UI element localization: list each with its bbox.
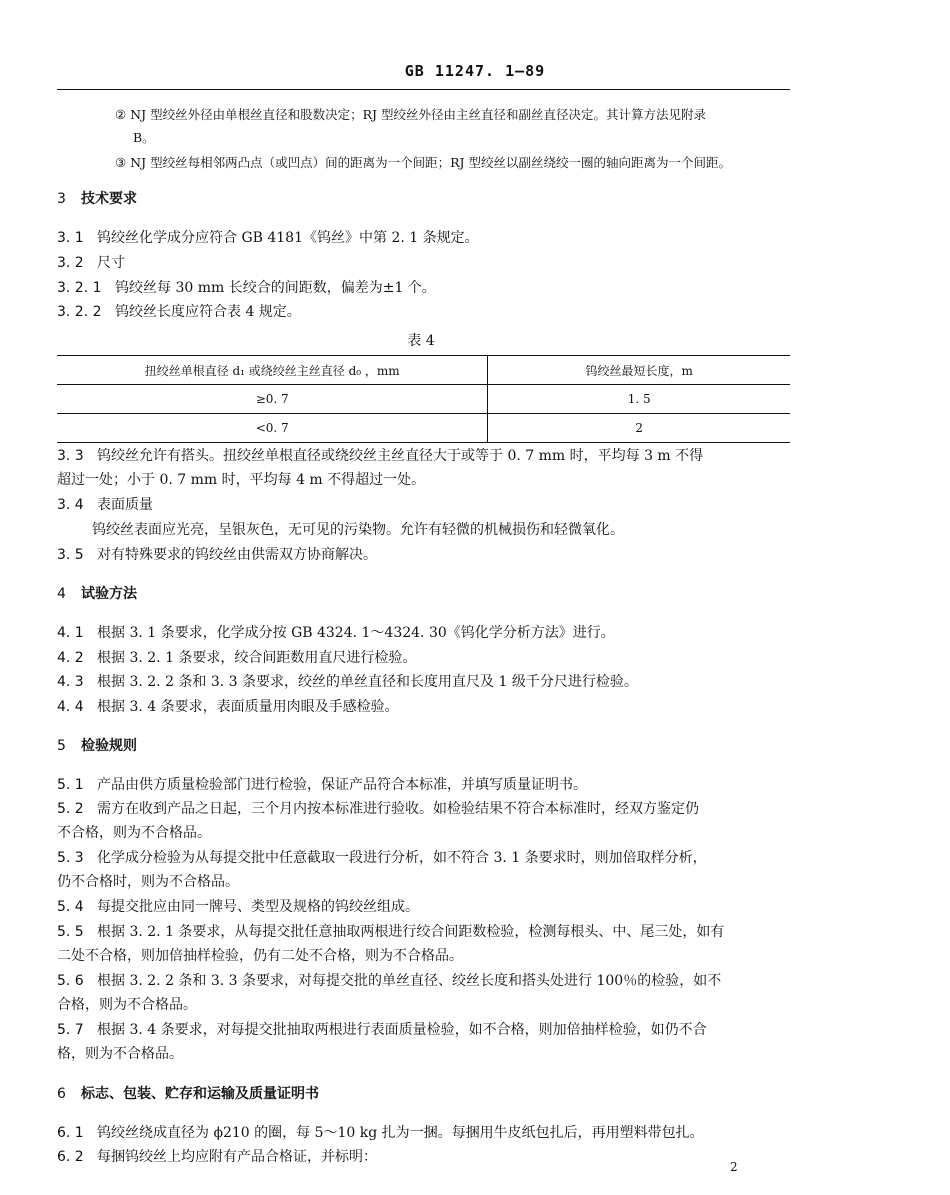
clause-5-3 (57, 848, 707, 868)
clause-text: 钨绞丝化学成分应符合 GB 4181《钨丝》中第 2. 1 条规定。 (97, 230, 479, 246)
clause-number: 3. 3 (57, 448, 84, 464)
section-4-number: 4 (57, 586, 66, 602)
table-4 (57, 355, 790, 443)
clause-5-6 (57, 971, 721, 991)
clause-text: 对有特殊要求的钨绞丝由供需双方协商解决。 (97, 547, 377, 563)
clause-text: 需方在收到产品之日起，三个月内按本标准进行验收。如检验结果不符合本标准时，经双方鉴定仍 (97, 801, 699, 817)
note-2-line-2: B。 (133, 130, 155, 145)
clause-4-4 (57, 697, 399, 717)
clause-number: 5. 1 (57, 777, 84, 793)
clause-number: 5. 6 (57, 973, 84, 989)
table-cell: 1. 5 (488, 385, 790, 414)
clause-text: 根据 3. 4 条要求，表面质量用肉眼及手感检验。 (97, 699, 399, 715)
clause-3-3 (57, 446, 703, 466)
clause-text: 每提交批应由同一牌号、类型及规格的钨绞丝组成。 (97, 899, 419, 915)
table-row (57, 385, 790, 414)
clause-text: 钨绞丝长度应符合表 4 规定。 (115, 304, 301, 320)
clause-4-2 (57, 648, 416, 668)
table-cell: ≥0. 7 (57, 385, 488, 414)
clause-number: 3. 2 (57, 255, 84, 271)
clause-text: 根据 3. 2. 2 条和 3. 3 条要求，绞丝的单丝直径和长度用直尺及 1 级千分尺进行检验。 (97, 674, 638, 690)
clause-number: 4. 2 (57, 650, 84, 666)
note-2-line-1: ② NJ 型绞丝外径由单根丝直径和股数决定；RJ 型绞丝外径由主丝直径和副丝直径决定。其计算方法见附录 (115, 107, 706, 122)
clause-text: 每捆钨绞丝上均应附有产品合格证，并标明： (97, 1149, 377, 1165)
clause-text: 尺寸 (97, 255, 125, 271)
section-5-heading (57, 736, 137, 756)
clause-text: 钨绞丝绕成直径为 ϕ210 的圈，每 5～10 kg 扎为一捆。每捆用牛皮纸包扎后，再用塑料带包扎。 (97, 1125, 704, 1141)
clause-number: 5. 7 (57, 1022, 84, 1038)
section-3-title: 技术要求 (81, 191, 137, 207)
table-header-row (57, 356, 790, 385)
clause-number: 4. 3 (57, 674, 84, 690)
section-3-heading (57, 189, 137, 209)
clause-4-3 (57, 672, 638, 692)
section-4-title: 试验方法 (81, 586, 137, 602)
section-5-number: 5 (57, 738, 66, 754)
clause-5-1 (57, 775, 587, 795)
clause-3-4 (57, 495, 153, 515)
clause-number: 6. 2 (57, 1149, 84, 1165)
clause-5-6-cont: 合格，则为不合格品。 (57, 997, 197, 1013)
clause-text: 钨绞丝允许有搭头。扭绞丝单根直径或绕绞丝主丝直径大于或等于 0. 7 mm 时，平均每 3 m 不得 (97, 448, 704, 464)
clause-6-2 (57, 1147, 377, 1167)
section-6-title: 标志、包装、贮存和运输及质量证明书 (81, 1086, 319, 1102)
note-3: ③ NJ 型绞丝每相邻两凸点（或凹点）间的距离为一个间距；RJ 型绞丝以副丝绕绞一圈的轴向距离为一个间距。 (115, 155, 731, 170)
clause-3-2-1 (57, 278, 436, 298)
clause-3-3-cont: 超过一处；小于 0. 7 mm 时，平均每 4 m 不得超过一处。 (57, 472, 426, 488)
clause-text: 根据 3. 1 条要求，化学成分按 GB 4324. 1～4324. 30《钨化学分析方法》进行。 (97, 625, 615, 641)
clause-4-1 (57, 623, 615, 643)
clause-5-7-cont: 格，则为不合格品。 (57, 1046, 183, 1062)
clause-5-3-cont: 仍不合格时，则为不合格品。 (57, 874, 239, 890)
section-6-number: 6 (57, 1086, 66, 1102)
clause-text: 产品由供方质量检验部门进行检验，保证产品符合本标准，并填写质量证明书。 (97, 777, 587, 793)
clause-3-1 (57, 228, 479, 248)
clause-number: 5. 5 (57, 924, 84, 940)
clause-5-5-cont: 二处不合格，则加倍抽样检验，仍有二处不合格，则为不合格品。 (57, 948, 463, 964)
table-cell: <0. 7 (57, 414, 488, 443)
section-4-heading (57, 584, 137, 604)
clause-number: 3. 4 (57, 497, 84, 513)
clause-text: 化学成分检验为从每提交批中任意截取一段进行分析，如不符合 3. 1 条要求时，则加倍取样分析， (97, 850, 707, 866)
clause-number: 5. 3 (57, 850, 84, 866)
clause-5-2 (57, 799, 699, 819)
clause-6-1 (57, 1123, 704, 1143)
clause-number: 3. 2. 2 (57, 304, 102, 320)
clause-text: 表面质量 (97, 497, 153, 513)
page-number: 2 (730, 1160, 738, 1174)
header-rule (57, 89, 790, 90)
clause-5-4 (57, 897, 419, 917)
clause-5-2-cont: 不合格，则为不合格品。 (57, 825, 211, 841)
clause-text: 根据 3. 4 条要求，对每提交批抽取两根进行表面质量检验，如不合格，则加倍抽样检验，如仍不合 (97, 1022, 707, 1038)
clause-number: 3. 1 (57, 230, 84, 246)
table-cell: 2 (488, 414, 790, 443)
clause-text: 根据 3. 2. 1 条要求，绞合间距数用直尺进行检验。 (97, 650, 417, 666)
clause-5-5 (57, 922, 724, 942)
standard-code-header: GB 11247. 1—89 (404, 62, 546, 80)
clause-number: 3. 5 (57, 547, 84, 563)
table-4-caption: 表 4 (407, 333, 435, 349)
clause-number: 5. 2 (57, 801, 84, 817)
section-5-title: 检验规则 (81, 738, 137, 754)
table-header-min-length: 钨绞丝最短长度，m (488, 356, 790, 385)
clause-number: 4. 1 (57, 625, 84, 641)
clause-number: 6. 1 (57, 1125, 84, 1141)
section-6-heading (57, 1084, 319, 1104)
clause-number: 5. 4 (57, 899, 84, 915)
clause-text: 钨绞丝每 30 mm 长绞合的间距数，偏差为±1 个。 (115, 280, 436, 296)
table-row (57, 414, 790, 443)
clause-number: 3. 2. 1 (57, 280, 102, 296)
clause-3-5 (57, 545, 377, 565)
table-header-diameter: 扭绞丝单根直径 d₁ 或绕绞丝主丝直径 d₀ ，mm (57, 356, 488, 385)
clause-3-2-2 (57, 302, 301, 322)
clause-number: 4. 4 (57, 699, 84, 715)
section-3-number: 3 (57, 191, 66, 207)
clause-text: 根据 3. 2. 1 条要求，从每提交批任意抽取两根进行绞合间距数检验，检测每根头、中、尾三处，如有 (97, 924, 725, 940)
clause-3-2 (57, 253, 125, 273)
clause-3-4-body: 钨绞丝表面应光亮，呈银灰色，无可见的污染物。允许有轻微的机械损伤和轻微氧化。 (92, 522, 624, 538)
clause-5-7 (57, 1020, 707, 1040)
clause-text: 根据 3. 2. 2 条和 3. 3 条要求，对每提交批的单丝直径、绞丝长度和搭头处进行 100％的检验，如不 (97, 973, 722, 989)
